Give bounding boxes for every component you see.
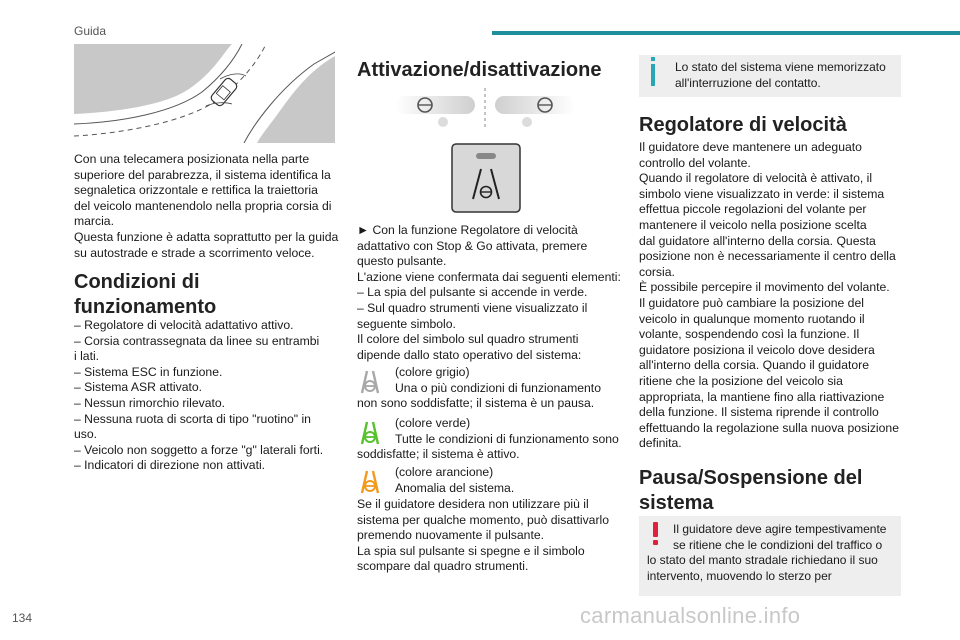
text-line: premendo nuovamente il pulsante.	[357, 528, 544, 543]
intro-paragraph	[74, 152, 342, 261]
list-item: – Corsia contrassegnata da linee su entrambi	[74, 333, 320, 348]
list-item: – Sistema ESC in funzione.	[74, 364, 223, 379]
activation-body	[357, 223, 625, 363]
text-line: Il guidatore può cambiare la posizione del	[639, 295, 864, 310]
activation-heading	[357, 58, 622, 83]
list-item: – Nessun rimorchio rilevato.	[74, 395, 226, 410]
page-number: 134	[12, 611, 33, 625]
text-line: Questa funzione è adatta soprattutto per la guida	[74, 229, 339, 244]
warning-line: se ritiene che le condizioni del traffico o	[673, 537, 883, 552]
text-line: del veicolo mantenendolo nella propria corsia di	[74, 198, 332, 213]
text-line: appropriata, la mantiene fino alla riattivazione	[639, 389, 885, 404]
lane-keep-button-icon	[451, 143, 521, 213]
heading-line: Attivazione/disattivazione	[357, 59, 602, 81]
text-line: posizione non è necessariamente il centro della	[639, 249, 896, 264]
warning-line: Il guidatore deve agire tempestivamente	[673, 522, 887, 536]
lane-keep-green-icon	[357, 420, 383, 446]
text-line: sistema per qualche momento, può disattivarlo	[357, 512, 610, 527]
warning-note	[639, 516, 901, 596]
text-line: scompare dal quadro strumenti.	[357, 559, 529, 574]
heading-line: sistema	[639, 492, 714, 514]
list-item: i lati.	[74, 349, 100, 364]
text-line: adattativo con Stop & Go attivata, premere	[357, 238, 588, 253]
list-item: – Nessuna ruota di scorta di tipo "ruotino" in	[74, 411, 311, 426]
warning-line: lo stato del manto stradale richiedano il suo	[647, 553, 878, 568]
conditions-heading	[74, 270, 342, 320]
cruise-body	[639, 140, 909, 452]
text-line: ritiene che la posizione del veicolo sia	[639, 373, 843, 388]
lane-illustration	[74, 44, 335, 143]
text-line: Con una telecamera posizionata nella parte	[74, 152, 310, 166]
text-line: – Sul quadro strumenti viene visualizzato il	[357, 300, 588, 315]
text-line: segnaletica orizzontale e rettifica la traiettoria	[74, 183, 318, 198]
text-line: – La spia del pulsante si accende in verde.	[357, 285, 588, 300]
text-line: È possibile percepire il movimento del volante.	[639, 280, 890, 295]
text-line: Quando il regolatore di velocità è attivato, il	[639, 171, 873, 186]
state-green	[357, 416, 625, 464]
text-line: effettua piccole regolazioni del volante per	[639, 202, 867, 217]
list-item: – Regolatore di velocità adattativo attivo.	[74, 318, 294, 332]
text-line: veicolo in qualunque momento ruotando il	[639, 311, 865, 326]
lane-keep-grey-icon	[357, 369, 383, 395]
state-description: soddisfatte; il sistema è attivo.	[357, 447, 520, 462]
note-line: all'interruzione del contatto.	[675, 75, 821, 90]
heading-line: Condizioni di	[74, 271, 200, 293]
text-line: questo pulsante.	[357, 254, 447, 269]
heading-line: Regolatore di velocità	[639, 114, 847, 136]
state-description: Anomalia del sistema.	[395, 480, 515, 495]
text-line: guidatore posiziona il veicolo dove desidera	[639, 342, 875, 357]
list-item: uso.	[74, 427, 98, 442]
text-line: su autostrade e strade a scorrimento veloce.	[74, 245, 315, 260]
note-line: Lo stato del sistema viene memorizzato	[675, 60, 886, 74]
list-item: – Indicatori di direzione non attivati.	[74, 458, 266, 473]
text-line: corsia.	[639, 264, 675, 279]
text-line: La spia sul pulsante si spegne e il simbolo	[357, 543, 585, 558]
state-description: Tutte le condizioni di funzionamento sono	[395, 431, 619, 446]
heading-line: Pausa/Sospensione del	[639, 467, 863, 489]
list-item: – Veicolo non soggetto a forze "g" laterali forti.	[74, 442, 324, 457]
info-note	[639, 55, 901, 97]
section-title: Guida	[74, 24, 107, 38]
pause-heading	[639, 466, 909, 516]
text-line: dipende dallo stato operativo del sistema:	[357, 347, 582, 362]
state-color-label: (colore arancione)	[395, 465, 494, 479]
info-icon-bar	[651, 64, 655, 86]
text-line: mantenere il veicolo nella posizione scelta	[639, 217, 867, 232]
header-accent-bar	[492, 31, 960, 35]
heading-line: funzionamento	[74, 296, 217, 318]
text-line: superiore del parabrezza, il sistema identifica la	[74, 167, 331, 182]
state-grey	[357, 365, 625, 413]
warning-line: intervento, muovendo lo sterzo per	[647, 569, 832, 584]
state-color-label: (colore grigio)	[395, 365, 470, 379]
lane-keep-orange-icon	[357, 469, 383, 495]
state-description: Una o più condizioni di funzionamento	[395, 380, 601, 395]
text-line: ► Con la funzione Regolatore di velocità	[357, 223, 578, 237]
text-line: marcia.	[74, 214, 114, 229]
text-line: della funzione. Il sistema riprende il controllo	[639, 405, 879, 420]
text-line: effettuando la regolazione sulla nuova posizione	[639, 420, 899, 435]
text-line: Se il guidatore desidera non utilizzare più il	[357, 497, 589, 511]
state-orange	[357, 465, 625, 497]
state-color-label: (colore verde)	[395, 416, 471, 430]
watermark: carmanualsonline.info	[580, 603, 801, 628]
cruise-heading	[639, 113, 909, 138]
text-line: L'azione viene confermata dai seguenti elementi:	[357, 269, 621, 284]
text-line: all'interno della corsia. Quando il guidatore	[639, 358, 869, 373]
steering-buttons-illustration	[395, 86, 575, 130]
text-line: simbolo viene visualizzato in verde: il sistema	[639, 186, 885, 201]
text-line: volante, sospendendo così la funzione. Il	[639, 327, 860, 342]
deactivation-body	[357, 497, 625, 575]
conditions-list	[74, 318, 342, 474]
info-icon	[651, 57, 655, 61]
text-line: definita.	[639, 436, 682, 451]
text-line: controllo del volante.	[639, 155, 751, 170]
list-item: – Sistema ASR attivato.	[74, 380, 203, 395]
state-description: non sono soddisfatte; il sistema è un pausa.	[357, 396, 595, 411]
text-line: dal guidatore all'interno della corsia. Questa	[639, 233, 876, 248]
text-line: Il colore del simbolo sul quadro strumenti	[357, 332, 579, 347]
text-line: seguente simbolo.	[357, 316, 456, 331]
text-line: Il guidatore deve mantenere un adeguato	[639, 140, 862, 154]
